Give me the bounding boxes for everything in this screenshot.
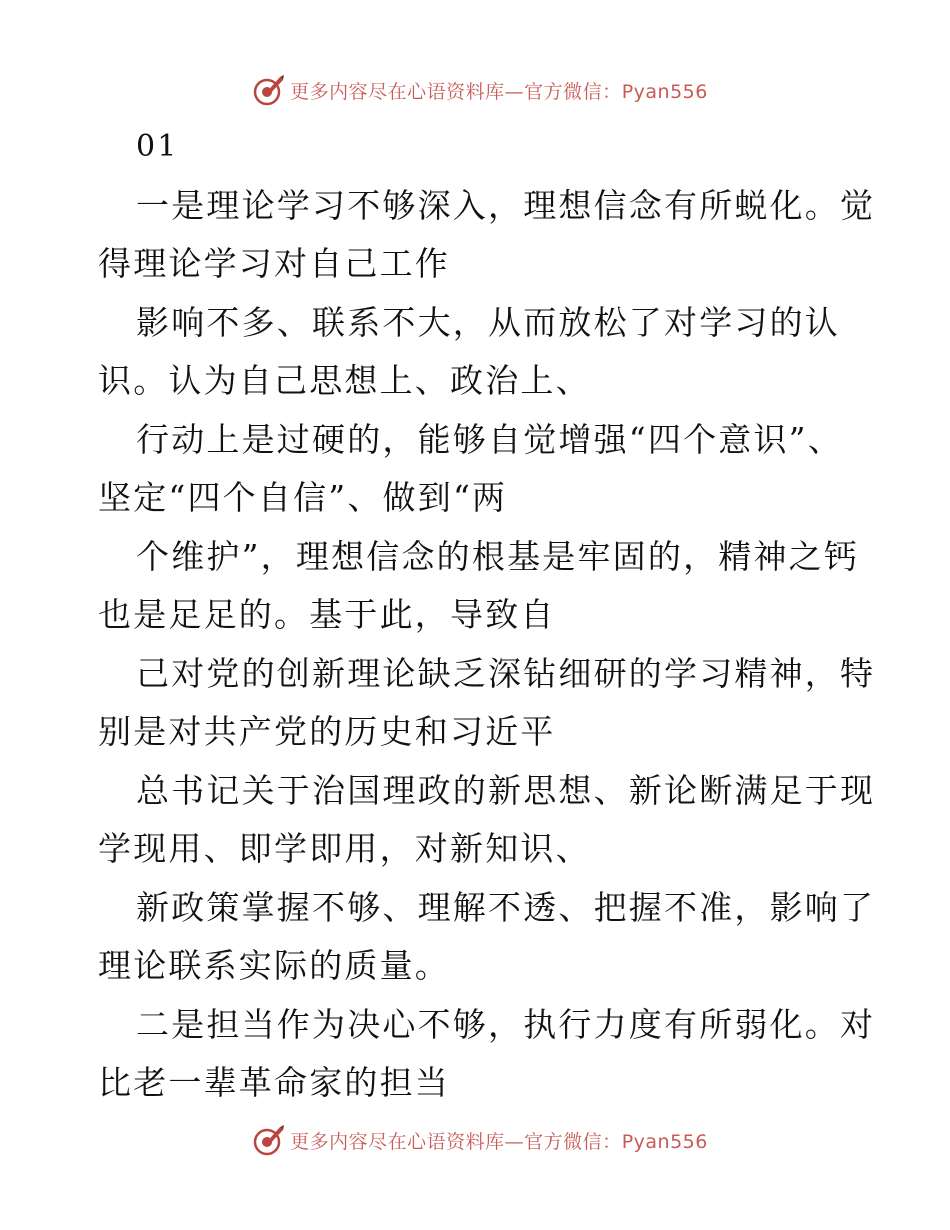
section-number: 01 <box>136 129 179 164</box>
quill-pen-logo-icon <box>252 73 286 107</box>
footer-banner-content <box>252 1123 708 1157</box>
footer-banner-slogan: 更多内容尽在心语资料库 <box>290 1130 505 1153</box>
header-banner-content <box>252 73 708 107</box>
header-banner-text <box>290 77 708 104</box>
footer-banner-wechat-id: Pyan556 <box>621 1130 708 1153</box>
footer-banner-separator: — <box>504 1130 525 1153</box>
footer-banner <box>0 1120 950 1160</box>
footer-banner-text <box>290 1127 708 1154</box>
body-line: 识。认为自己思想上、政治上、 <box>98 361 591 400</box>
header-banner <box>0 70 950 110</box>
quill-pen-logo-icon <box>252 1123 286 1157</box>
body-line: 得理论学习对自己工作 <box>98 244 450 283</box>
header-banner-wechat-label: 官方微信： <box>524 80 622 103</box>
body-line: 也是足足的。基于此，导致自 <box>98 595 556 634</box>
body-line: 学现用、即学即用，对新知识、 <box>98 829 591 868</box>
body-line: 影响不多、联系不大，从而放松了对学习的认 <box>136 302 840 342</box>
body-line: 二是担当作为决心不够，执行力度有所弱化。对 <box>136 1004 876 1044</box>
footer-banner-wechat-label: 官方微信： <box>524 1130 622 1153</box>
body-line: 理论联系实际的质量。 <box>98 946 450 985</box>
body-line: 一是理论学习不够深入，理想信念有所蜕化。觉 <box>136 185 876 225</box>
header-banner-wechat-id: Pyan556 <box>621 80 708 103</box>
body-line: 己对党的创新理论缺乏深钻细研的学习精神，特 <box>136 653 876 693</box>
body-line: 新政策掌握不够、理解不透、把握不准，影响了 <box>136 887 876 927</box>
body-line: 行动上是过硬的，能够自觉增强“四个意识”、 <box>136 419 843 459</box>
body-line: 别是对共产党的历史和习近平 <box>98 712 556 751</box>
document-body <box>98 118 876 1113</box>
header-banner-slogan: 更多内容尽在心语资料库 <box>290 80 505 103</box>
body-line: 总书记关于治国理政的新思想、新论断满足于现 <box>136 770 876 810</box>
body-line: 坚定“四个自信”、做到“两 <box>98 478 508 517</box>
body-line: 个维护”，理想信念的根基是牢固的，精神之钙 <box>136 536 860 576</box>
header-banner-separator: — <box>504 80 525 103</box>
body-line: 比老一辈革命家的担当 <box>98 1063 450 1102</box>
body-lines <box>98 177 876 1113</box>
